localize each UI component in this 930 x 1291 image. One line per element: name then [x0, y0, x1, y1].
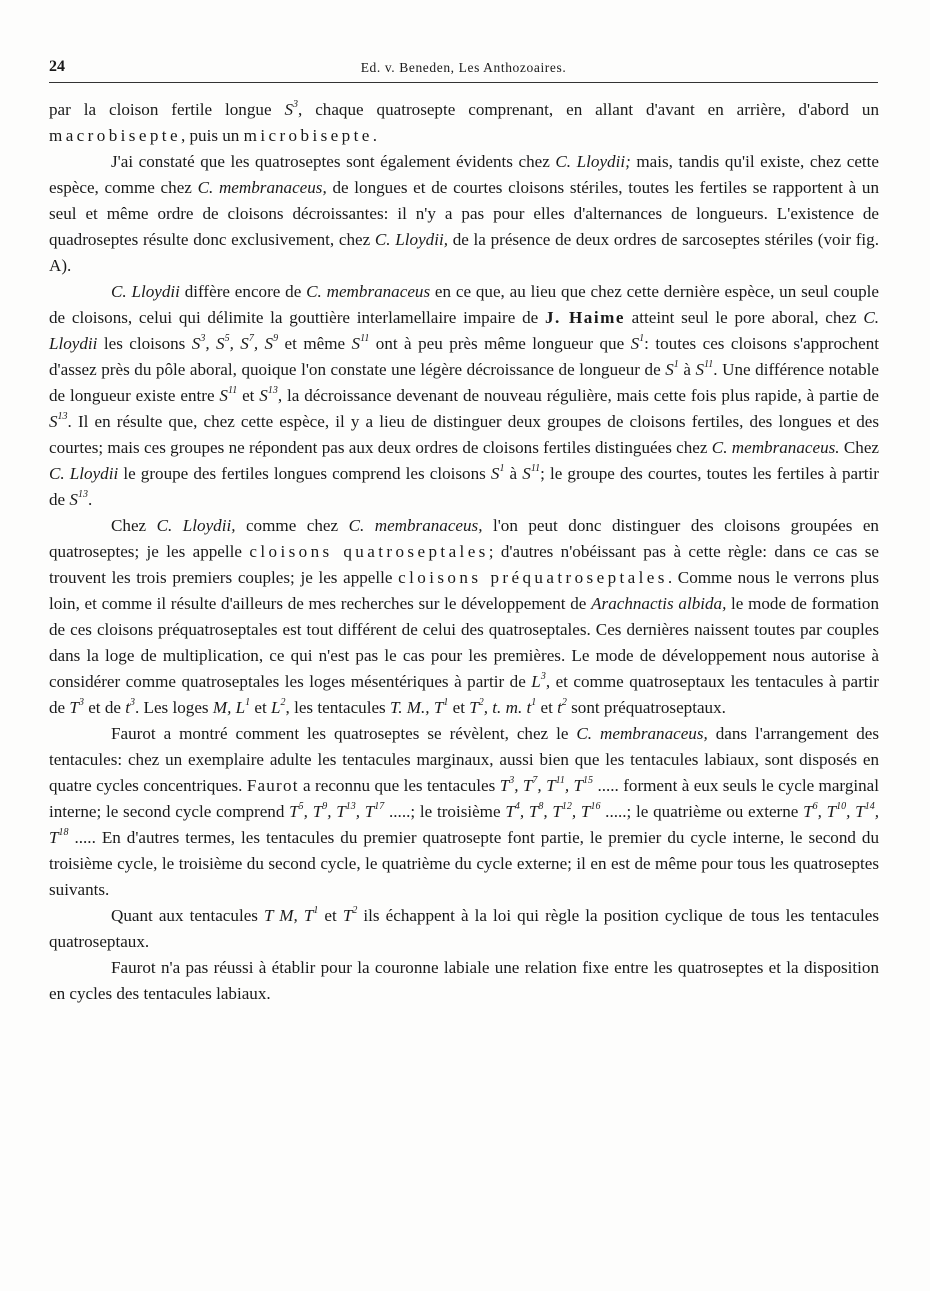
paragraph-7: Faurot n'a pas réussi à établir pour la couronne labiale une relation fixe entre les quatroseptes et la disposition en cycles des tentacules labiaux.	[49, 958, 879, 1003]
paragraph-6: Quant aux tentacules T M, $T^1$ et $T^2$ ils échappent à la loi qui règle la position cyclique de tous les tentacules quatroseptaux.	[49, 905, 879, 951]
paragraph-2: J'ai constaté que les quatroseptes sont également évidents chez C. Lloydii; mais, tandis qu'il existe, chez cette espèce, comme chez C. membranaceus, de longues et de courtes cloisons stériles, toutes les fertiles se rapportent à un seul et même ordre de cloisons décroissantes: il n'y a pas pour elles d'alternances de longueurs. L'existence de quadroseptes résulte donc exclusivement, chez C. Lloydii, de la présence de deux ordres de sarcoseptes stériles (voir fig. A).	[49, 152, 880, 275]
paragraph-4: Chez C. Lloydii, comme chez C. membranaceus, l'on peut donc distinguer des cloisons groupées en quatroseptes; je les appelle cloisons quatroseptales; d'autres n'obéissant pas à cette règle: dans ce cas se trouvent les trois premiers couples; je les appelle cloisons préquatroseptales. Comme nous le verrons plus loin, et comme il résulte d'ailleurs de mes recherches sur le développement de Arachnactis albida, le mode de formation de ces cloisons préquatroseptales est tout différent de celui des quatroseptales. Ces dernières naissent toutes par couples dans la loge de multiplication, ce qui n'est pas le cas pour les premières. Le mode de développement nous autorise à considérer comme quatroseptales les loges mésentériques à partir de $L^3$, et comme quatroseptaux les tentacules à partir de $T^3$ et de $t^3$. Les loges M, $L^1$ et $L^2$, les tentacules T. M., $T^1$ et $T^2$, t. m. $t^1$ et $t^2$ sont préquatroseptaux.	[49, 516, 879, 717]
paragraph-5: Faurot a montré comment les quatroseptes se révèlent, chez le C. membranaceus, dans l'arrangement des tentacules: chez un exemplaire adulte les tentacules marginaux, aussi bien que les tentacules labiaux, sont disposés en quatre cycles concentriques. Faurot a reconnu que les tentacules $T^3$, $T^7$, $T^{11}$, $T^{15}$ ..... forment à eux seuls le cycle marginal interne; le second cycle comprend $T^5$, $T^9$, $T^{13}$, $T^{17}$ .....; le troisième $T^4$, $T^8$, $T^{12}$, $T^{16}$ .....; le quatrième ou externe $T^6$, $T^{10}$, $T^{14}$, $T^{18}$ ..... En d'autres termes, les tentacules du premier quatrosepte font partie, le premier du cycle interne, le second du troisième cycle, le troisième du second cycle, le quatrième du cycle externe; il en est de même pour tous les quatroseptes suivants.	[49, 724, 879, 899]
running-title: Ed. v. Beneden, Les Anthozoaires.	[360, 60, 567, 75]
page-header	[49, 56, 878, 83]
body-text	[49, 97, 879, 1007]
paragraph-3: C. Lloydii diffère encore de C. membranaceus en ce que, au lieu que chez cette dernière espèce, un seul couple de cloisons, celui qui délimite la gouttière interlamellaire impaire de J. Haime atteint seul le pore aboral, chez C. Lloydii les cloisons $S^3$, $S^5$, $S^7$, $S^9$ et même $S^{11}$ ont à peu près même longueur que $S^1$: toutes ces cloisons s'approchent d'assez près du pôle aboral, quoique l'on constate une légère décroissance de longueur de $S^1$ à $S^{11}$. Une différence notable de longueur existe entre $S^{11}$ et $S^{13}$, la décroissance devenant de nouveau régulière, mais cette fois plus rapide, à partie de $S^{13}$. Il en résulte que, chez cette espèce, il y a lieu de distinguer deux groupes de cloisons fertiles, des longues et des courtes; mais ces groupes ne répondent pas aux deux ordres de cloisons fertiles distinguées chez C. membranaceus. Chez C. Lloydii le groupe des fertiles longues comprend les cloisons $S^1$ à $S^{11}$; le groupe des courtes, toutes les fertiles à partir de $S^{13}$.	[49, 282, 880, 509]
page-number: 24	[49, 58, 65, 75]
paragraph-1: par la cloison fertile longue $S^3$, chaque quatrosepte comprenant, en allant d'avant en arrière, d'abord un macrobisepte, puis un microbisepte.	[49, 99, 879, 145]
